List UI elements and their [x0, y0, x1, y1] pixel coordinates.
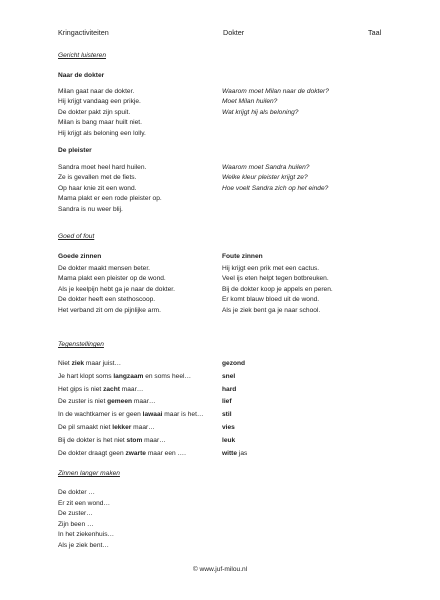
opposite-sentence: De zuster is niet gemeen maar… [58, 398, 156, 406]
good-sentence: De dokter maakt mensen beter. [58, 265, 150, 272]
opposite-sentence: In de wachtkamer is er geen lawaai maar is het… [58, 411, 204, 419]
opposite-sentence: Het gips is niet zacht maar… [58, 385, 144, 393]
opposite-answer: witte jas [222, 449, 248, 457]
section-title-goed-of-fout: Goed of fout [58, 233, 95, 240]
story-line: Op haar knie zit een wond. [58, 184, 137, 192]
bad-sentence: Hij krijgt een prik met een cactus. [222, 265, 320, 272]
bad-sentences-list [222, 264, 333, 316]
sentence-starter: Als je ziek bent… [58, 541, 109, 549]
sentence-starter: Er zit een wond… [58, 499, 111, 507]
story-line: De dokter pakt zijn spuit. [58, 108, 131, 116]
section-title-gericht-luisteren: Gericht luisteren [58, 52, 107, 59]
bad-sentences-heading: Foute zinnen [222, 253, 263, 260]
opposite-answer: vies [222, 423, 235, 431]
good-sentence: Als je keelpijn hebt ga je naar de dokter. [58, 285, 175, 293]
question: Waarom moet Milan naar de dokter? [222, 88, 329, 95]
opposite-sentence: Niet ziek maar juist… [58, 360, 122, 367]
opposite-sentence: De pil smaakt niet lekker maar… [58, 423, 155, 431]
good-sentence: Het verband zit om de pijnlijke arm. [58, 306, 161, 314]
story-line: Hij krijgt als beloning een lolly. [58, 129, 146, 137]
header-center: Dokter [223, 28, 245, 37]
question: Hoe voelt Sandra zich op het einde? [222, 184, 329, 192]
opposite-answer: gezond [222, 360, 246, 367]
sentence-starter: De dokter … [58, 489, 96, 496]
good-sentences-heading: Goede zinnen [58, 253, 102, 260]
story-text-de-pleister [58, 163, 162, 215]
story-line: Mama plakt er een rode pleister op. [58, 195, 162, 203]
opposite-sentence: De dokter draagt geen zwarte maar een …. [58, 449, 186, 457]
story-heading-de-pleister: De pleister [58, 147, 92, 154]
questions-de-pleister [222, 163, 328, 194]
opposite-answer: leuk [222, 436, 236, 444]
opposites-answers [222, 358, 247, 460]
header-right: Taal [368, 28, 382, 37]
bad-sentence: Als je ziek bent ga je naar school. [222, 306, 321, 314]
footer-copyright: © www.juf-milou.nl [192, 566, 248, 573]
opposite-sentence: Bij de dokter is het niet stom maar… [58, 436, 166, 444]
sentence-starter: Zijn been … [58, 520, 94, 528]
header-left: Kringactiviteiten [58, 28, 109, 37]
bad-sentence: Bij de dokter koop je appels en peren. [222, 285, 333, 293]
story-heading-naar-de-dokter: Naar de dokter [58, 72, 105, 79]
sentence-starter: In het ziekenhuis… [58, 531, 115, 539]
good-sentences-list [58, 264, 175, 316]
questions-naar-de-dokter [222, 87, 329, 118]
opposite-answer: snel [222, 372, 236, 380]
question: Waarom moet Sandra huilen? [222, 164, 310, 171]
opposite-answer: stil [222, 411, 232, 419]
opposite-answer: hard [222, 385, 237, 393]
opposite-answer: lief [222, 398, 232, 406]
bad-sentence: Er komt blauw bloed uit de wond. [222, 296, 320, 304]
sentence-starters [58, 488, 114, 552]
opposite-sentence: Je hart klopt soms langzaam en soms heel… [58, 372, 192, 380]
story-line: Milan is bang maar huilt niet. [58, 119, 142, 127]
opposites-sentences [58, 358, 204, 460]
story-line: Sandra moet heel hard huilen. [58, 164, 147, 171]
good-sentence: Mama plakt een pleister op de wond. [58, 275, 166, 283]
story-line: Milan gaat naar de dokter. [58, 88, 135, 95]
story-line: Hij krijgt vandaag een prikje. [58, 98, 141, 106]
sentence-starter: De zuster… [58, 510, 93, 518]
question: Moet Milan huilen? [222, 98, 278, 106]
story-line: Sandra is nu weer blij. [58, 205, 123, 213]
section-title-zinnen-langer-maken: Zinnen langer maken [58, 470, 120, 477]
good-sentence: De dokter heeft een stethoscoop. [58, 296, 156, 304]
section-title-tegenstellingen: Tegenstellingen [58, 341, 104, 348]
story-line: Ze is gevallen met de fiets. [58, 174, 137, 182]
question: Welke kleur pleister krijgt ze? [222, 174, 308, 182]
story-text-naar-de-dokter [58, 87, 146, 139]
question: Wat krijgt hij als beloning? [222, 108, 299, 116]
bad-sentence: Veel ijs eten helpt tegen botbreuken. [222, 275, 329, 283]
